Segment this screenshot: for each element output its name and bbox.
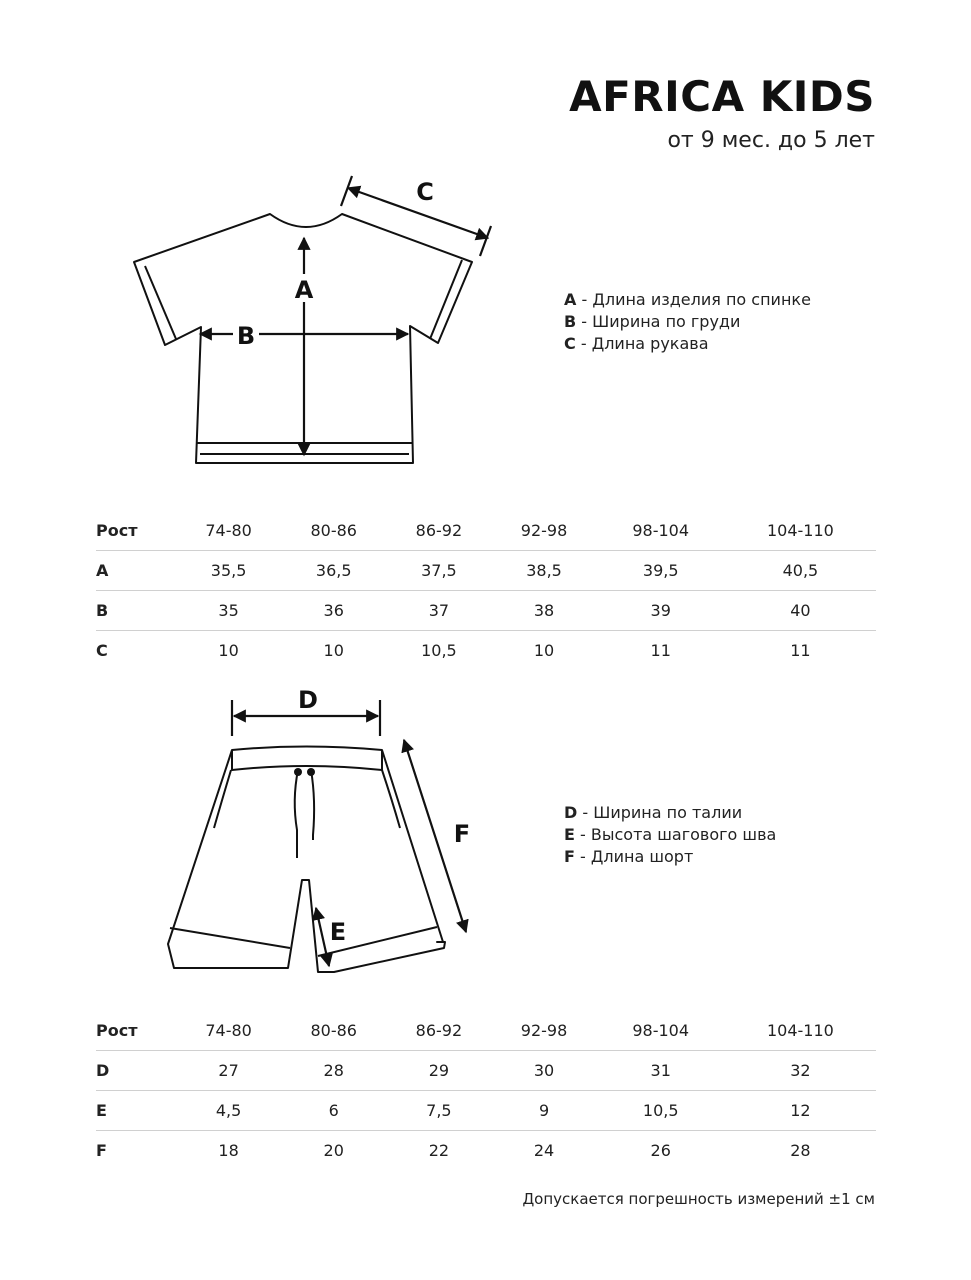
legend-item-d: D - Ширина по талии xyxy=(564,803,743,822)
age-range: от 9 мес. до 5 лет xyxy=(667,128,875,153)
table-cell: 35 xyxy=(176,591,281,631)
table-header-cell: 86-92 xyxy=(386,511,491,551)
table-row xyxy=(96,1051,876,1091)
table-cell: B xyxy=(96,591,176,631)
label-a: A xyxy=(294,276,314,304)
table-cell: 39 xyxy=(597,591,725,631)
table-cell: 28 xyxy=(281,1051,386,1091)
table-cell: 40,5 xyxy=(725,551,876,591)
table-cell: 28 xyxy=(790,1141,811,1160)
table-cell: 32 xyxy=(725,1051,876,1091)
table-header-cell: 104-110 xyxy=(725,511,876,551)
label-d: D xyxy=(298,686,318,714)
table-cell: 31 xyxy=(597,1051,725,1091)
table-cell: 39,5 xyxy=(597,551,725,591)
table-cell: 12 xyxy=(725,1091,876,1131)
table-cell: A xyxy=(96,551,176,591)
table-cell: 7,5 xyxy=(386,1091,491,1131)
table-cell: 10 xyxy=(533,641,555,660)
table-cell: 26 xyxy=(650,1141,671,1160)
table-cell: 10 xyxy=(323,641,344,660)
label-f: F xyxy=(453,820,471,848)
table-cell: 38 xyxy=(491,591,596,631)
table-cell: 37,5 xyxy=(386,551,491,591)
table-header-cell: 74-80 xyxy=(176,511,281,551)
table-cell: 9 xyxy=(491,1091,596,1131)
table-header-cell: 86-92 xyxy=(386,1011,491,1051)
legend-item-c: C - Длина рукава xyxy=(564,334,709,353)
table-header-cell: 92-98 xyxy=(491,1011,596,1051)
table-cell: 4,5 xyxy=(176,1091,281,1131)
table-cell: 18 xyxy=(218,1141,239,1160)
table-cell: 36 xyxy=(281,591,386,631)
legend-item-a: A - Длина изделия по спинке xyxy=(564,290,811,309)
table-cell: 37 xyxy=(386,591,491,631)
tolerance-note: Допускается погрешность измерений ±1 см xyxy=(522,1190,875,1208)
legend-item-f: F - Длина шорт xyxy=(564,847,694,866)
table-header-cell: 80-86 xyxy=(281,511,386,551)
table-cell: 10 xyxy=(218,641,239,660)
table-cell: 11 xyxy=(650,641,671,660)
shorts-size-table xyxy=(96,1011,876,1170)
label-b: B xyxy=(236,322,256,350)
table-row xyxy=(96,1091,876,1131)
table-header-cell: 104-110 xyxy=(725,1011,876,1051)
table-cell: 36,5 xyxy=(281,551,386,591)
table-header-cell: Рост xyxy=(96,1011,176,1051)
table-cell: 22 xyxy=(428,1141,450,1160)
label-c: C xyxy=(416,178,434,206)
shorts-legend xyxy=(564,802,776,868)
legend-item-e: E - Высота шагового шва xyxy=(564,825,777,844)
table-header-cell: 80-86 xyxy=(281,1011,386,1051)
table-cell: 35,5 xyxy=(176,551,281,591)
table-cell: 40 xyxy=(725,591,876,631)
table-cell: 24 xyxy=(533,1141,555,1160)
table-cell: F xyxy=(96,1141,107,1160)
brand-title: AFRICA KIDS xyxy=(569,72,875,121)
table-header-cell: 74-80 xyxy=(176,1011,281,1051)
table-cell: 10,5 xyxy=(597,1091,725,1131)
table-cell: 11 xyxy=(790,641,811,660)
table-row xyxy=(96,1131,876,1171)
table-cell: 10,5 xyxy=(421,641,457,660)
table-header-cell: 92-98 xyxy=(491,511,596,551)
table-header-cell: 98-104 xyxy=(597,1011,725,1051)
table-cell: 30 xyxy=(491,1051,596,1091)
table-cell: 20 xyxy=(323,1141,344,1160)
table-header-cell: 98-104 xyxy=(597,511,725,551)
measure-e-arrow xyxy=(316,908,329,966)
table-cell: 38,5 xyxy=(491,551,596,591)
table-cell: C xyxy=(96,641,108,660)
shorts-outline xyxy=(168,747,445,973)
table-header-row xyxy=(96,1011,876,1051)
table-cell: 6 xyxy=(281,1091,386,1131)
label-e: E xyxy=(329,918,347,946)
legend-item-b: B - Ширина по груди xyxy=(564,312,741,331)
table-cell: 29 xyxy=(386,1051,491,1091)
table-cell: 27 xyxy=(176,1051,281,1091)
table-cell: E xyxy=(96,1091,176,1131)
table-header-cell: Рост xyxy=(96,511,176,551)
table-cell: D xyxy=(96,1051,176,1091)
